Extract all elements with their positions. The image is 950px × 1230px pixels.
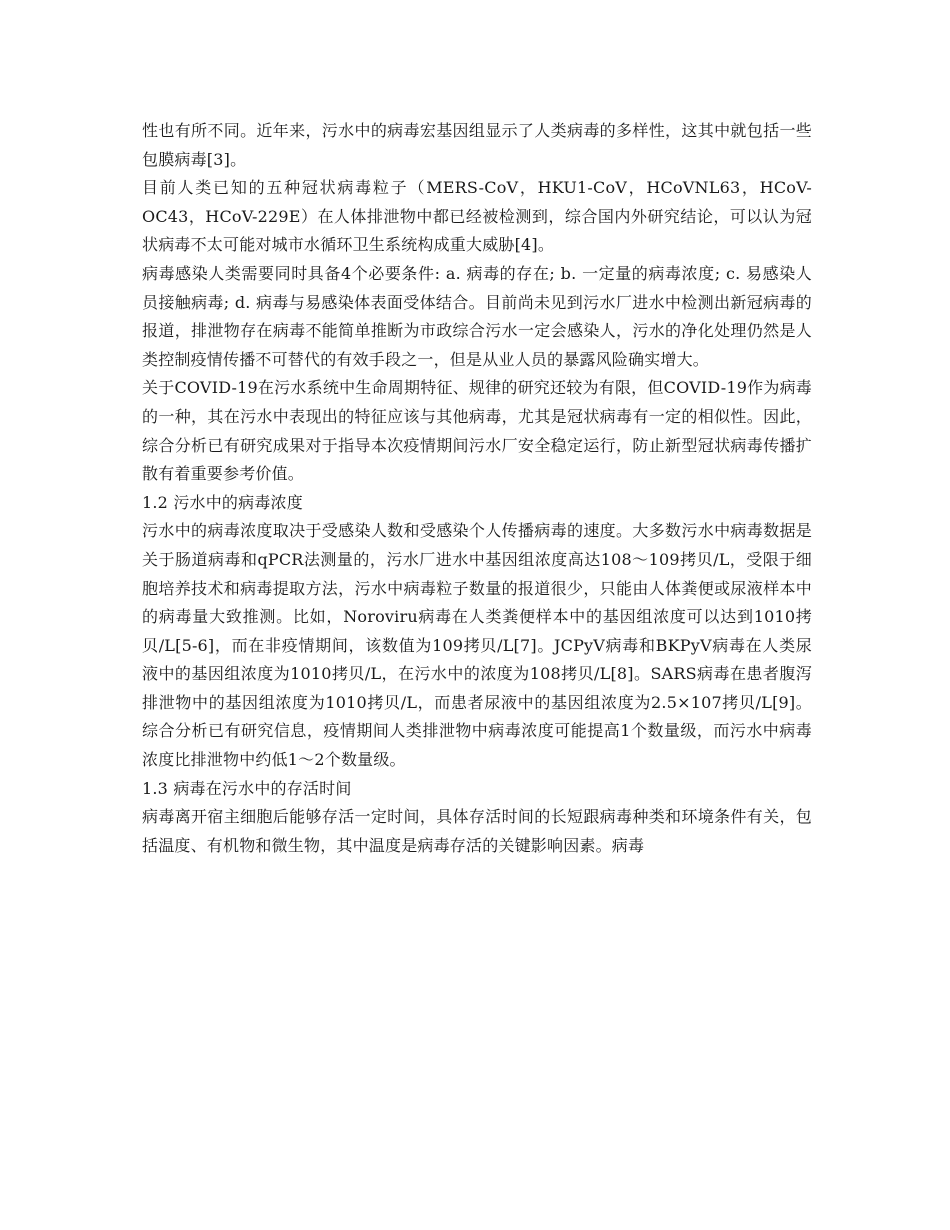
document-page bbox=[142, 117, 812, 860]
paragraph-covid19-research: 关于COVID-19在污水系统中生命周期特征、规律的研究还较为有限，但COVID-19作为病毒的一种，其在污水中表现出的特征应该与其他病毒，尤其是冠状病毒有一定的相似性。因此，综合分析已有研究成果对于指导本次疫情期间污水厂安全稳定运行，防止新型冠状病毒传播扩散有着重要参考价值。 bbox=[142, 378, 812, 484]
paragraph-coronavirus-species: 目前人类已知的五种冠状病毒粒子（MERS-CoV，HKU1-CoV，HCoVNL63，HCoV-OC43，HCoV-229E）在人体排泄物中都已经被检测到，综合国内外研究结论，可以认为冠状病毒不太可能对城市水循环卫生系统构成重大威胁[4]。 bbox=[142, 178, 812, 255]
paragraph-envelope-virus-diversity: 性也有所不同。近年来，污水中的病毒宏基因组显示了人类病毒的多样性，这其中就包括一些包膜病毒[3]。 bbox=[142, 121, 812, 169]
paragraph-virus-survival: 病毒离开宿主细胞后能够存活一定时间，具体存活时间的长短跟病毒种类和环境条件有关，包括温度、有机物和微生物，其中温度是病毒存活的关键影响因素。病毒 bbox=[142, 807, 812, 855]
section-heading-virus-survival: 1.3 病毒在污水中的存活时间 bbox=[142, 778, 352, 798]
section-heading-virus-concentration: 1.2 污水中的病毒浓度 bbox=[142, 492, 303, 512]
paragraph-infection-conditions: 病毒感染人类需要同时具备4个必要条件: a. 病毒的存在; b. 一定量的病毒浓度; c. 易感染人员接触病毒; d. 病毒与易感染体表面受体结合。目前尚未见到污水厂进水中检测出新冠病毒的报道，排泄物存在病毒不能简单推断为市政综合污水一定会感染人，污水的净化处理仍然是人类控制疫情传播不可替代的有效手段之一，但是从业人员的暴露风险确实增大。 bbox=[142, 263, 812, 369]
paragraph-virus-concentration: 污水中的病毒浓度取决于受感染人数和受感染个人传播病毒的速度。大多数污水中病毒数据是关于肠道病毒和qPCR法测量的，污水厂进水中基因组浓度高达108～109拷贝/L，受限于细胞培养技术和病毒提取方法，污水中病毒粒子数量的报道很少，只能由人体粪便或尿液样本中的病毒量大致推测。比如，Noroviru病毒在人类粪便样本中的基因组浓度可以达到1010拷贝/L[5-6]，而在非疫情期间，该数值为109拷贝/L[7]。JCPyV病毒和BKPyV病毒在人类尿液中的基因组浓度为1010拷贝/L，在污水中的浓度为108拷贝/L[8]。SARS病毒在患者腹泻排泄物中的基因组浓度为1010拷贝/L，而患者尿液中的基因组浓度为2.5×107拷贝/L[9]。综合分析已有研究信息，疫情期间人类排泄物中病毒浓度可能提高1个数量级，而污水中病毒浓度比排泄物中约低1～2个数量级。 bbox=[142, 521, 812, 770]
